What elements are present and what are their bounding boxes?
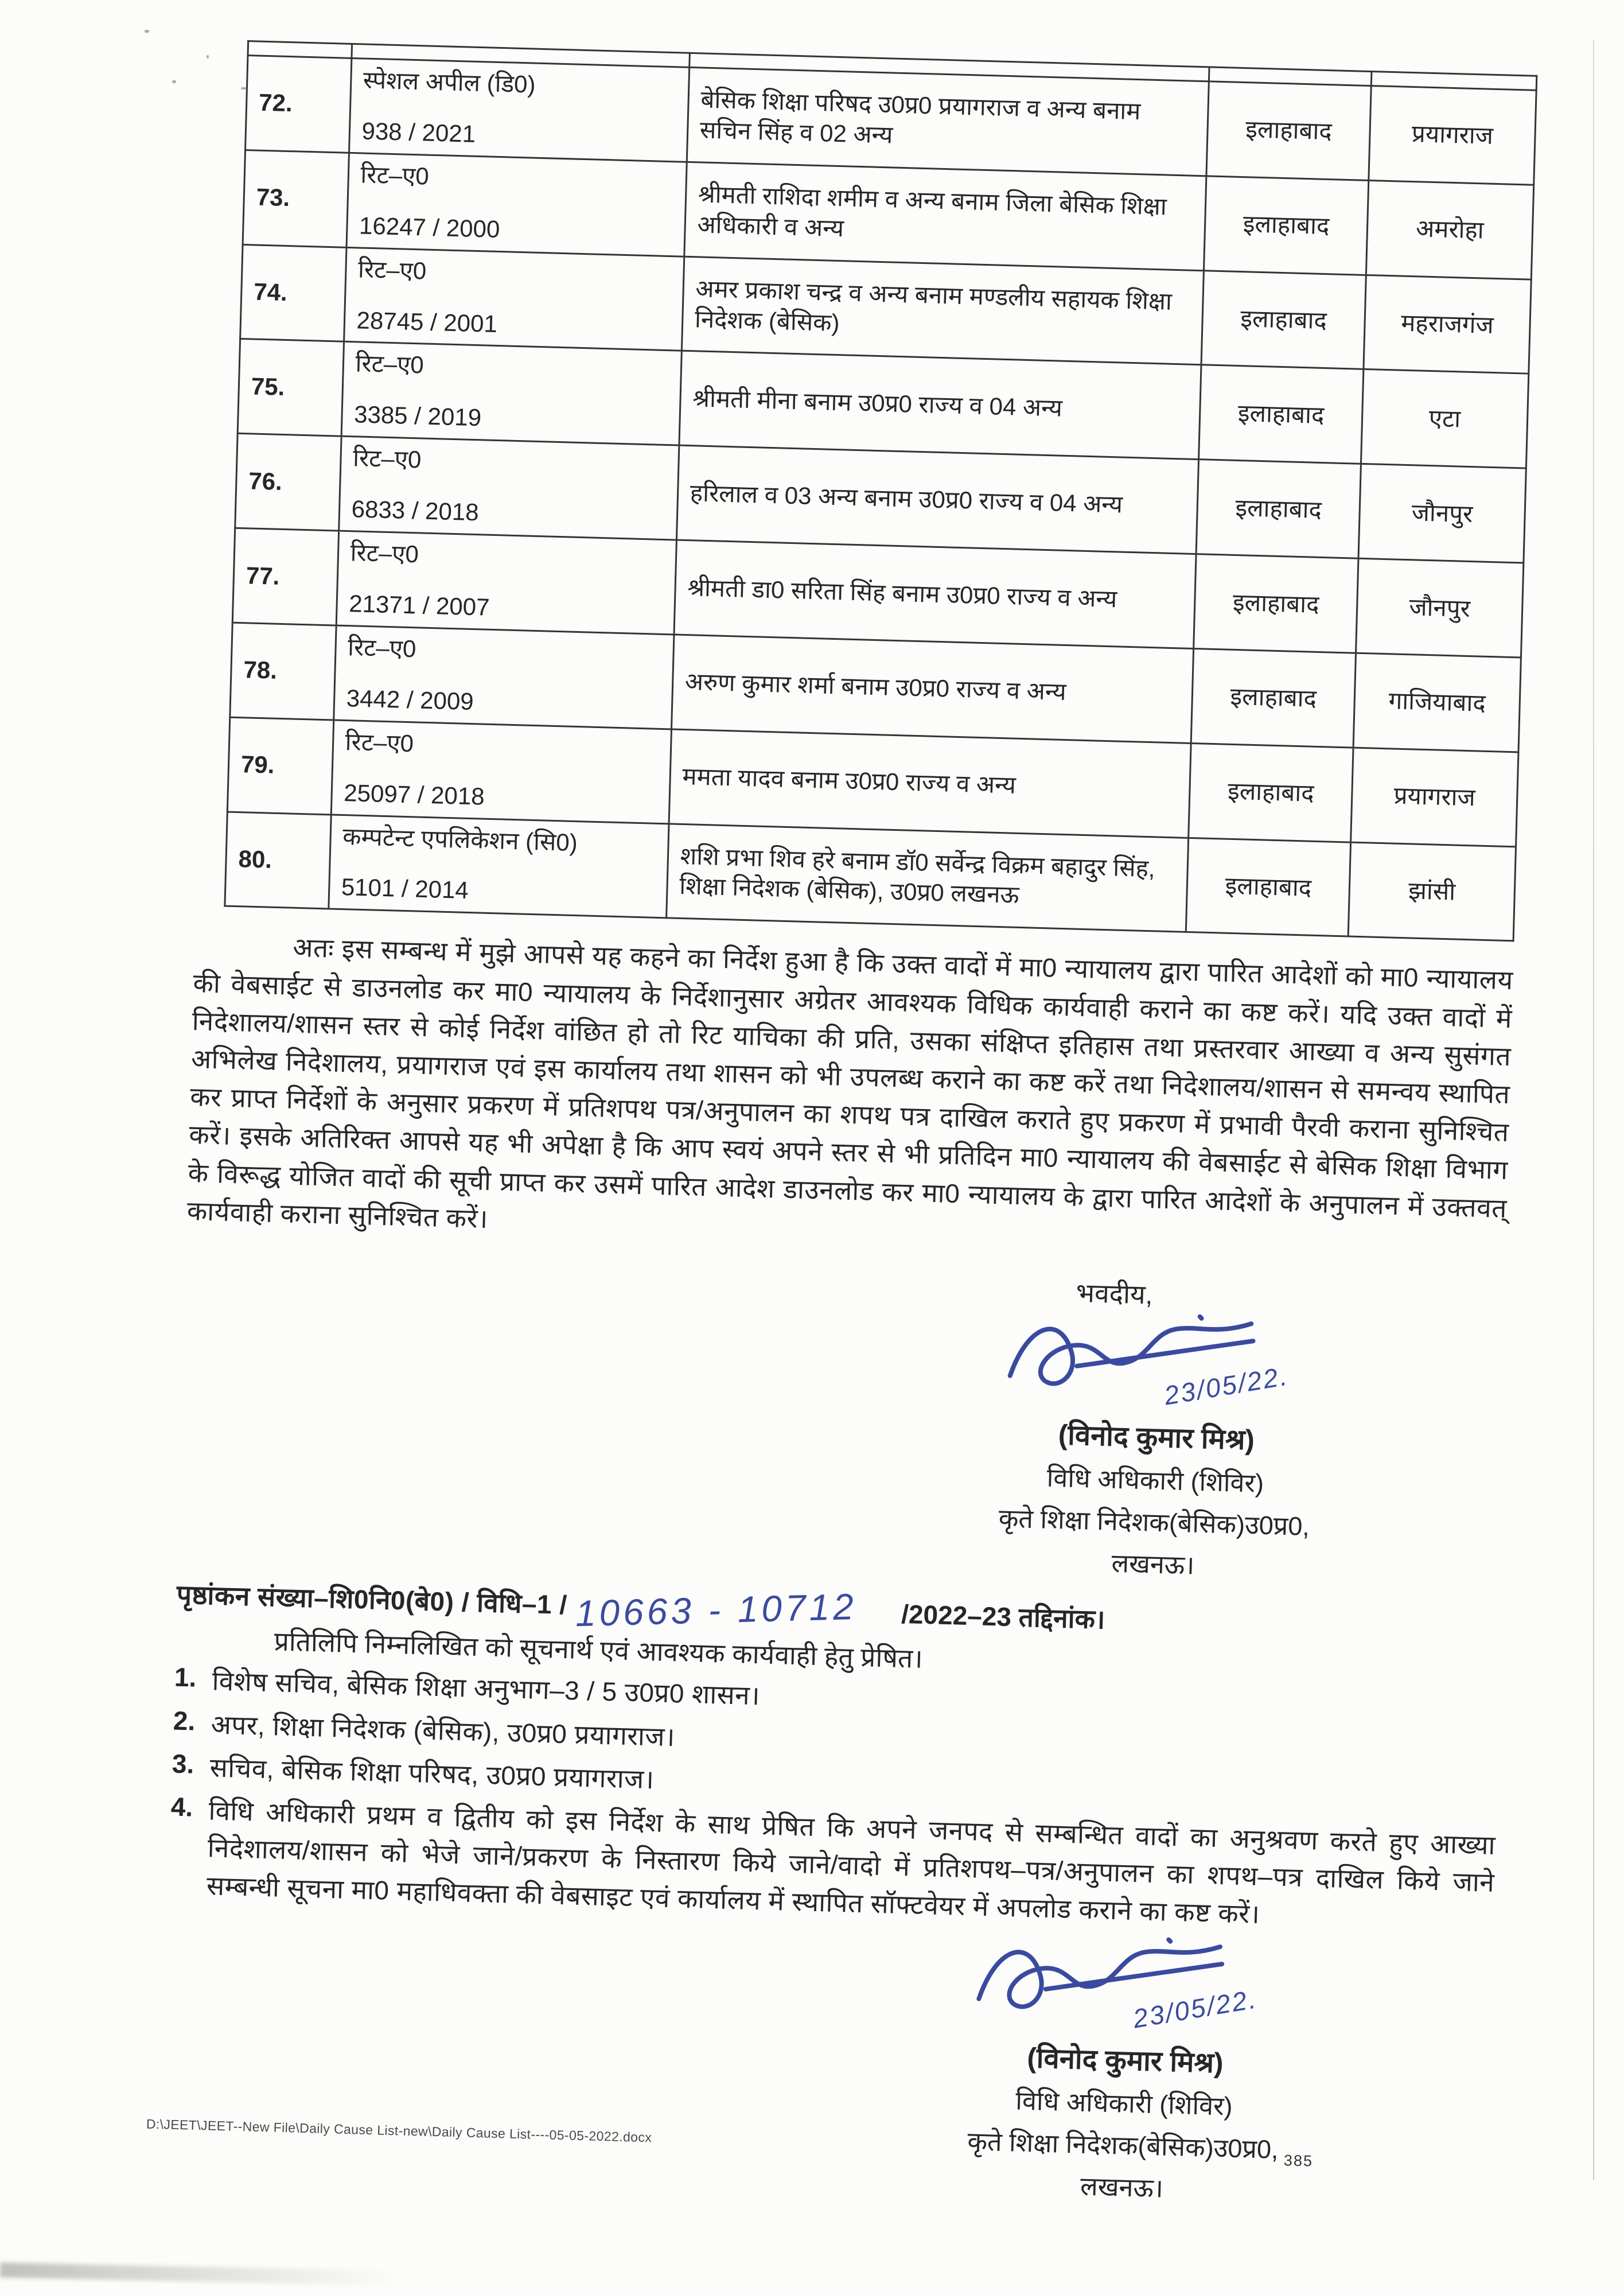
- case-type-cell: [338, 436, 679, 540]
- case-type-cell: [331, 720, 671, 824]
- district-cell: प्रयागराज: [1350, 748, 1518, 847]
- court-cell: इलाहाबाद: [1186, 838, 1350, 936]
- case-type: रिट–ए0: [352, 444, 422, 473]
- case-number: 28745 / 2001: [356, 306, 498, 337]
- case-type-cell: [336, 531, 676, 635]
- handwritten-date-1: 23/05/22.: [1162, 1360, 1291, 1411]
- district-cell: अमरोहा: [1366, 180, 1534, 279]
- list-item-number: 3.: [172, 1748, 194, 1779]
- cause-list-rows: [225, 41, 1537, 942]
- serial-number-cell: 77.: [232, 528, 338, 625]
- serial-number-cell: 78.: [230, 623, 336, 720]
- handwritten-date-2: 23/05/22.: [1131, 1983, 1260, 2034]
- court-cell: इलाहाबाद: [1206, 81, 1371, 180]
- parties-cell: हरिलाल व 03 अन्य बनाम उ0प्र0 राज्य व 04 अन्य: [676, 445, 1198, 554]
- handwritten-dispatch-range: 10663 - 10712: [575, 1586, 858, 1635]
- case-type: रिट–ए0: [350, 539, 419, 568]
- district-cell: झांसी: [1348, 842, 1516, 942]
- serial-number-cell: 75.: [237, 339, 344, 437]
- serial-number-cell: 73.: [243, 150, 349, 247]
- scan-speck: [207, 55, 209, 59]
- district-cell: एटा: [1361, 369, 1529, 469]
- case-type: रिट–ए0: [355, 349, 425, 379]
- serial-number-cell: 74.: [240, 244, 346, 342]
- court-cell: इलाहाबाद: [1201, 270, 1366, 369]
- signature-area-2: [902, 1917, 1352, 2050]
- case-type: रिट–ए0: [347, 633, 417, 663]
- signature-block-1: [929, 1271, 1384, 1588]
- list-item-text: अपर, शिक्षा निदेशक (बेसिक), उ0प्र0 प्रयागराज।: [211, 1709, 676, 1752]
- copy-forward-line: प्रतिलिपि निम्नलिखित को सूचनार्थ एवं आवश्यक कार्यवाही हेतु प्रेषित।: [274, 1626, 924, 1674]
- case-number: 21371 / 2007: [348, 590, 490, 621]
- endorsement-prefix: पृष्ठांकन संख्या–शि0नि0(बे0) / विधि–1 /: [176, 1579, 568, 1620]
- case-type: स्पेशल अपील (डि0): [363, 66, 536, 98]
- district-cell: जौनपुर: [1358, 464, 1526, 563]
- parties-cell: अरुण कुमार शर्मा बनाम उ0प्र0 राज्य व अन्य: [671, 635, 1193, 743]
- list-item-text: विधि अधिकारी प्रथम व द्वितीय को इस निर्देश के साथ प्रेषित कि अपने जनपद से सम्बन्धित वादों का अनुश्रवण करते हुए आख्या निदेशालय/शासन को भेजे जाने/प्रकरण के निस्तारण किये जाने/वादो में प्रतिशपथ–पत्र/अनुपालन का शपथ–पत्र दाखिल किये जाने सम्बन्धी सूचना मा0 महाधिवक्ता की वेबसाइट एवं कार्यालय में स्थापित सॉफ्टवेयर में अपलोड कराने का कष्ट करें।: [206, 1795, 1496, 1929]
- court-cell: इलाहाबाद: [1194, 554, 1358, 653]
- signatory-name: (विनोद कुमार मिश्र): [1026, 2043, 1224, 2079]
- signatory-name: (विनोद कुमार मिश्र): [1058, 1419, 1255, 1456]
- case-number: 3442 / 2009: [346, 684, 474, 715]
- court-cell: इलाहाबाद: [1199, 365, 1364, 464]
- list-item-number: 4.: [170, 1791, 193, 1822]
- cause-list-table: [224, 40, 1537, 942]
- court-cell: इलाहाबाद: [1191, 648, 1356, 747]
- list-item-text: सचिव, बेसिक शिक्षा परिषद, उ0प्र0 प्रयागराज।: [209, 1752, 655, 1795]
- scan-speck: [241, 87, 246, 90]
- case-type-cell: [328, 814, 668, 918]
- district-cell: प्रयागराज: [1369, 86, 1537, 185]
- list-item-number: 1.: [174, 1662, 197, 1693]
- court-cell: इलाहाबाद: [1189, 743, 1353, 842]
- case-type-cell: [333, 625, 673, 729]
- serial-number-cell: 80.: [225, 812, 331, 909]
- district-cell: जौनपुर: [1356, 558, 1524, 658]
- case-number: 16247 / 2000: [359, 212, 500, 243]
- parties-cell: श्रीमती मीना बनाम उ0प्र0 राज्य व 04 अन्य: [679, 351, 1201, 460]
- serial-number-cell: 72.: [246, 56, 352, 153]
- case-type-cell: [346, 153, 687, 256]
- parties-cell: बेसिक शिक्षा परिषद उ0प्र0 प्रयागराज व अन्य बनाम सचिन सिंह व 02 अन्य: [687, 67, 1209, 176]
- district-cell: महराजगंज: [1364, 275, 1532, 374]
- case-type-cell: [344, 247, 684, 351]
- signatory-title: विधि अधिकारी (शिविर): [1046, 1462, 1264, 1499]
- parties-cell: श्रीमती राशिदा शमीम व अन्य बनाम जिला बेसिक शिक्षा अधिकारी व अन्य: [684, 162, 1206, 270]
- signatory-place: लखनऊ।: [1111, 1548, 1195, 1580]
- signatory-organisation: कृते शिक्षा निदेशक(बेसिक)उ0प्र0,: [998, 1503, 1310, 1542]
- signatory-title: विधि अधिकारी (शिविर): [1015, 2086, 1233, 2121]
- court-cell: इलाहाबाद: [1204, 176, 1369, 275]
- closing-salutation: भवदीय,: [1076, 1278, 1154, 1310]
- case-type: रिट–ए0: [357, 255, 427, 285]
- case-type-cell: [341, 342, 681, 446]
- parties-cell: अमर प्रकाश चन्द्र व अन्य बनाम मण्डलीय सहायक शिक्षा निदेशक (बेसिक): [681, 256, 1204, 365]
- court-cell: इलाहाबाद: [1196, 460, 1361, 558]
- signatory-organisation: कृते शिक्षा निदेशक(बेसिक)उ0प्र0,: [967, 2126, 1279, 2165]
- district-cell: गाजियाबाद: [1353, 653, 1521, 752]
- case-number: 6833 / 2018: [351, 495, 480, 526]
- distribution-list: [168, 1662, 1494, 1939]
- case-type: रिट–ए0: [360, 161, 430, 190]
- endorsement-suffix: /2022–23 तद्दिनांक।: [901, 1599, 1106, 1635]
- document-file-path: D:\JEET\JEET--New File\Daily Cause List-new\Daily Cause List----05-05-2022.docx: [146, 2116, 652, 2145]
- case-number: 938 / 2021: [361, 117, 476, 147]
- serial-number-cell: 79.: [227, 717, 333, 815]
- case-number: 25097 / 2018: [343, 779, 485, 810]
- list-item-number: 2.: [173, 1705, 196, 1736]
- parties-cell: शशि प्रभा शिव हरे बनाम डॉ0 सर्वेन्द्र विक्रम बहादुर सिंह, शिक्षा निदेशक (बेसिक), उ0प्र0 लखनऊ: [666, 823, 1188, 932]
- scan-speck: [172, 80, 176, 83]
- scan-speck: [145, 30, 149, 33]
- scan-edge-line: [1593, 40, 1594, 2180]
- list-item-text: विशेष सचिव, बेसिक शिक्षा अनुभाग–3 / 5 उ0प्र0 शासन।: [212, 1666, 761, 1711]
- instruction-paragraph: अतः इस सम्बन्ध में मुझे आपसे यह कहने का निर्देश हुआ है कि उक्त वादों में मा0 न्यायालय द्वारा पारित आदेशों को मा0 न्यायालय की वेबसाईट से डाउनलोड कर मा0 न्यायालय के निर्देशानुसार अग्रेतर आवश्यक विधिक कार्यवाही कराने का कष्ट करें। यदि उक्त वादों में निदेशालय/शासन स्तर से कोई निर्देश वांछित हो तो रिट याचिका की प्रति, उसका संक्षिप्त इतिहास तथा प्रस्तरवार आख्या व अन्य सुसंगत अभिलेख निदेशालय, प्रयागराज एवं इस कार्यालय तथा शासन को भी उपलब्ध कराने का कष्ट करें तथा निदेशालय/शासन से समन्वय स्थापित कर प्राप्त निर्देशों के अनुसार प्रकरण में प्रतिशपथ पत्र/अनुपालन का शपथ पत्र दाखिल कराते हुए प्रकरण में प्रभावी पैरवी कराना सुनिश्चित करें। इसके अतिरिक्त आपसे यह भी अपेक्षा है कि आप स्वयं अपने स्तर से भी प्रतिदिन मा0 न्यायालय की वेबसाईट से बेसिक शिक्षा विभाग के विरूद्ध योजित वादों की सूची प्राप्त कर उसमें पारित आदेश डाउनलोड कर मा0 न्यायालय के द्वारा पारित आदेशों के अनुपालन में उक्तवत् कार्यवाही कराना सुनिश्चित करें।: [186, 932, 1514, 1234]
- parties-cell: ममता यादव बनाम उ0प्र0 राज्य व अन्य: [669, 729, 1191, 838]
- page-number: 385: [1283, 2152, 1314, 2170]
- case-number: 5101 / 2014: [341, 873, 469, 904]
- case-type-cell: [349, 58, 689, 162]
- serial-number-cell: 76.: [235, 434, 341, 531]
- case-type: कम्पटेन्ट एपलिकेशन (सि0): [342, 822, 578, 856]
- case-type: रिट–ए0: [345, 728, 414, 757]
- case-number: 3385 / 2019: [353, 400, 482, 431]
- parties-cell: श्रीमती डा0 सरिता सिंह बनाम उ0प्र0 राज्य व अन्य: [674, 540, 1196, 648]
- signatory-place: लखनऊ।: [1080, 2171, 1164, 2203]
- signature-area-1: [933, 1294, 1384, 1427]
